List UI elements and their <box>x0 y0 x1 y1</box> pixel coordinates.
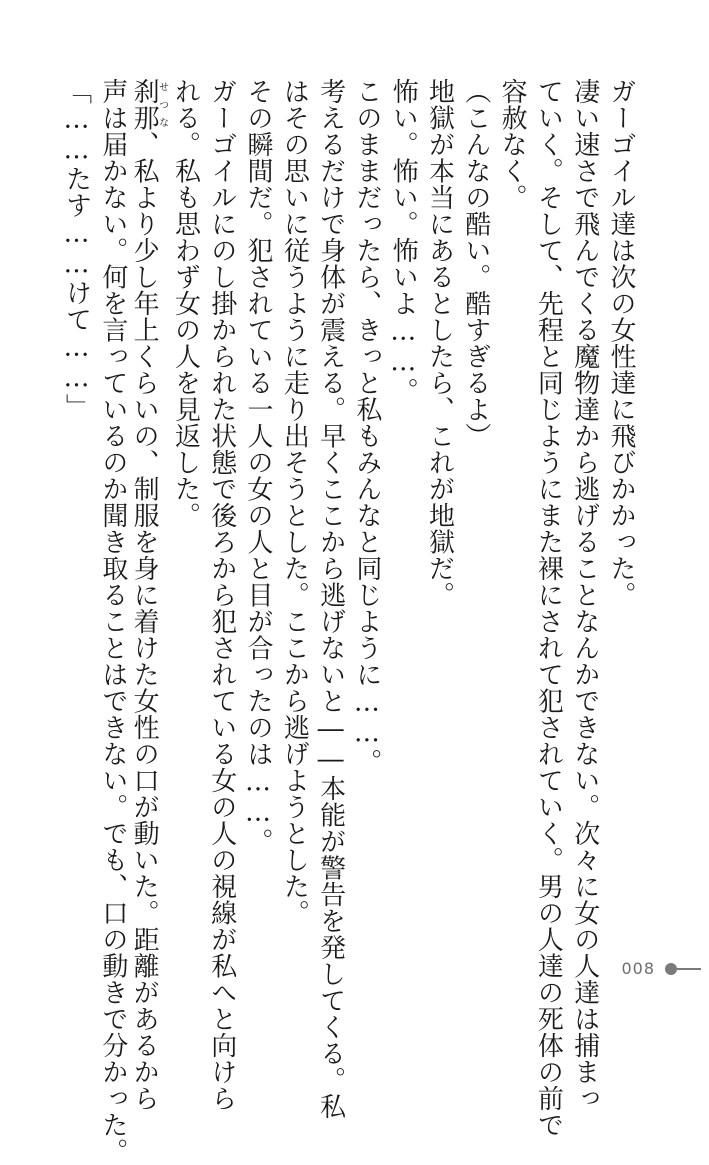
text-line: ていく。そして、先程と同じようにまた裸にされて犯されていく。男の人達の死体の前で <box>533 78 564 1138</box>
text-line: 容赦なく。 <box>497 78 528 211</box>
text-line: 地獄が本当にあるとしたら、これが地獄だ。 <box>424 78 455 608</box>
page-dot-icon <box>665 963 677 975</box>
page-number: 008 <box>621 959 655 978</box>
text-line: このままだったら、きっと私もみんなと同じように……。 <box>351 78 382 775</box>
page-line-icon <box>677 968 701 970</box>
text-line: れる。私も思わず女の人を見返した。 <box>170 78 201 529</box>
text-line: ガーゴイル達は次の女性達に飛びかかった。 <box>606 78 636 608</box>
text-line: ガーゴイルにのし掛かられた状態で後ろから犯されている女の人の視線が私へと向けら <box>206 78 237 1112</box>
text-line: その瞬間だ。犯されている一人の女の人と目が合ったのは……。 <box>243 78 274 855</box>
text-line: 考えるだけで身体が震える。早くここから逃げないと――本能が警告を発してくる。私 <box>315 78 346 1120</box>
ruby-reading: せつな <box>156 78 168 131</box>
text-line-remainder: 、私より少し年上くらいの、制服を身に着けた女性の口が動いた。距離があるから <box>129 131 160 1112</box>
ruby-base: 刹那 <box>129 78 160 131</box>
text-line-with-ruby <box>131 78 167 1112</box>
page-marker-icon <box>665 963 701 975</box>
page-footer <box>621 959 701 978</box>
text-line: （こんなの酷い。酷すぎるよ） <box>460 78 491 449</box>
text-line: 声は届かない。何を言っているのか聞き取ることはできない。でも、口の動きで分かった。 <box>97 78 128 1165</box>
text-line: 「……たす……けて……」 <box>61 78 92 420</box>
text-line: はその思いに従うように走り出そうとした。ここから逃げようとした。 <box>279 78 310 926</box>
ruby-setsuna <box>129 78 168 131</box>
text-line: 凄い速さで飛んでくる魔物達から逃げることなんかできない。次々に女の人達は捕まっ <box>569 78 600 1112</box>
text-line: 怖い。怖い。怖いよ……。 <box>388 78 419 404</box>
